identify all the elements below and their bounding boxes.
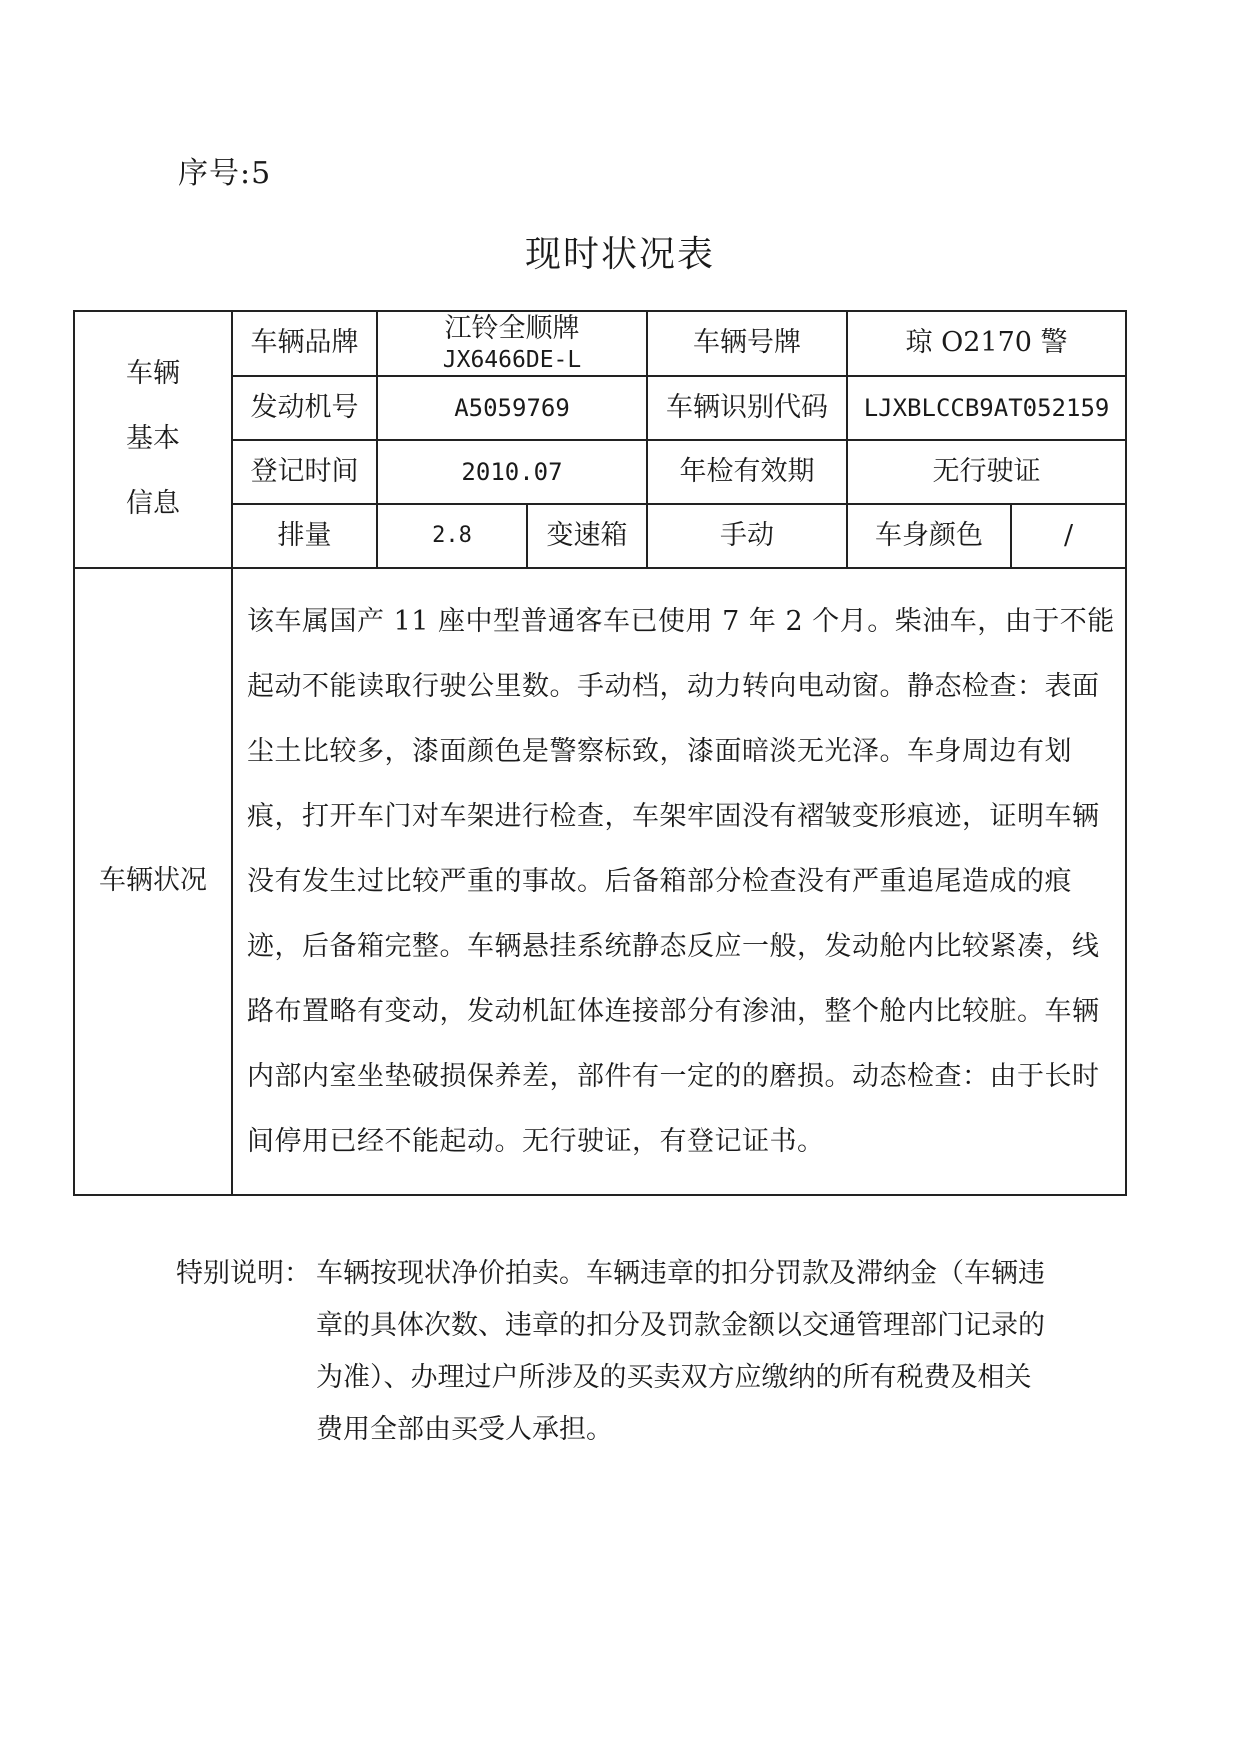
body-color-label: 车身颜色 [847, 504, 1011, 568]
gearbox-value: 手动 [647, 504, 847, 568]
vin-label: 车辆识别代码 [647, 376, 847, 440]
plate-value: 琼 O2170 警 [847, 311, 1126, 376]
engine-label: 发动机号 [232, 376, 377, 440]
plate-label: 车辆号牌 [647, 311, 847, 376]
body-color-value: / [1011, 504, 1126, 568]
displacement-label: 排量 [232, 504, 377, 568]
inspection-label: 年检有效期 [647, 440, 847, 504]
document-title: 现时状况表 [524, 234, 715, 275]
special-note-label: 特别说明： [176, 1258, 311, 1289]
inspection-value: 无行驶证 [847, 440, 1126, 504]
special-note-text: 车辆按现状净价拍卖。车辆违章的扣分罚款及滞纳金（车辆违章的具体次数、违章的扣分及罚款金额以交通管理部门记录的为准）、办理过户所涉及的买卖双方应缴纳的所有税费及相关费用全部由买受人承担。 [316, 1258, 1045, 1445]
condition-label: 车辆状况 [74, 568, 232, 1195]
registration-value: 2010.07 [377, 440, 647, 504]
displacement-value: 2.8 [377, 504, 527, 568]
vehicle-status-table [73, 310, 1127, 1196]
special-note [176, 1248, 1056, 1456]
gearbox-label: 变速箱 [527, 504, 647, 568]
vin-value: LJXBLCCB9AT052159 [847, 376, 1126, 440]
condition-description: 该车属国产 11 座中型普通客车已使用 7 年 2 个月。柴油车，由于不能起动不能读取行驶公里数。手动档，动力转向电动窗。静态检查：表面尘土比较多，漆面颜色是警察标致，漆面暗淡无光泽。车身周边有划痕，打开车门对车架进行检查，车架牢固没有褶皱变形痕迹，证明车辆没有发生过比较严重的事故。后备箱部分检查没有严重追尾造成的痕迹，后备箱完整。车辆悬挂系统静态反应一般，发动舱内比较紧凑，线路布置略有变动，发动机缸体连接部分有渗油，整个舱内比较脏。车辆内部内室坐垫破损保养差，部件有一定的的磨损。动态检查：由于长时间停用已经不能起动。无行驶证，有登记证书。 [232, 568, 1126, 1195]
brand-value: 江铃全顺牌 JX6466DE-L [377, 311, 647, 376]
serial-number: 序号:5 [178, 156, 272, 191]
basic-info-group-label: 车辆 基本 信息 [74, 311, 232, 568]
brand-label: 车辆品牌 [232, 311, 377, 376]
engine-value: A5059769 [377, 376, 647, 440]
registration-label: 登记时间 [232, 440, 377, 504]
